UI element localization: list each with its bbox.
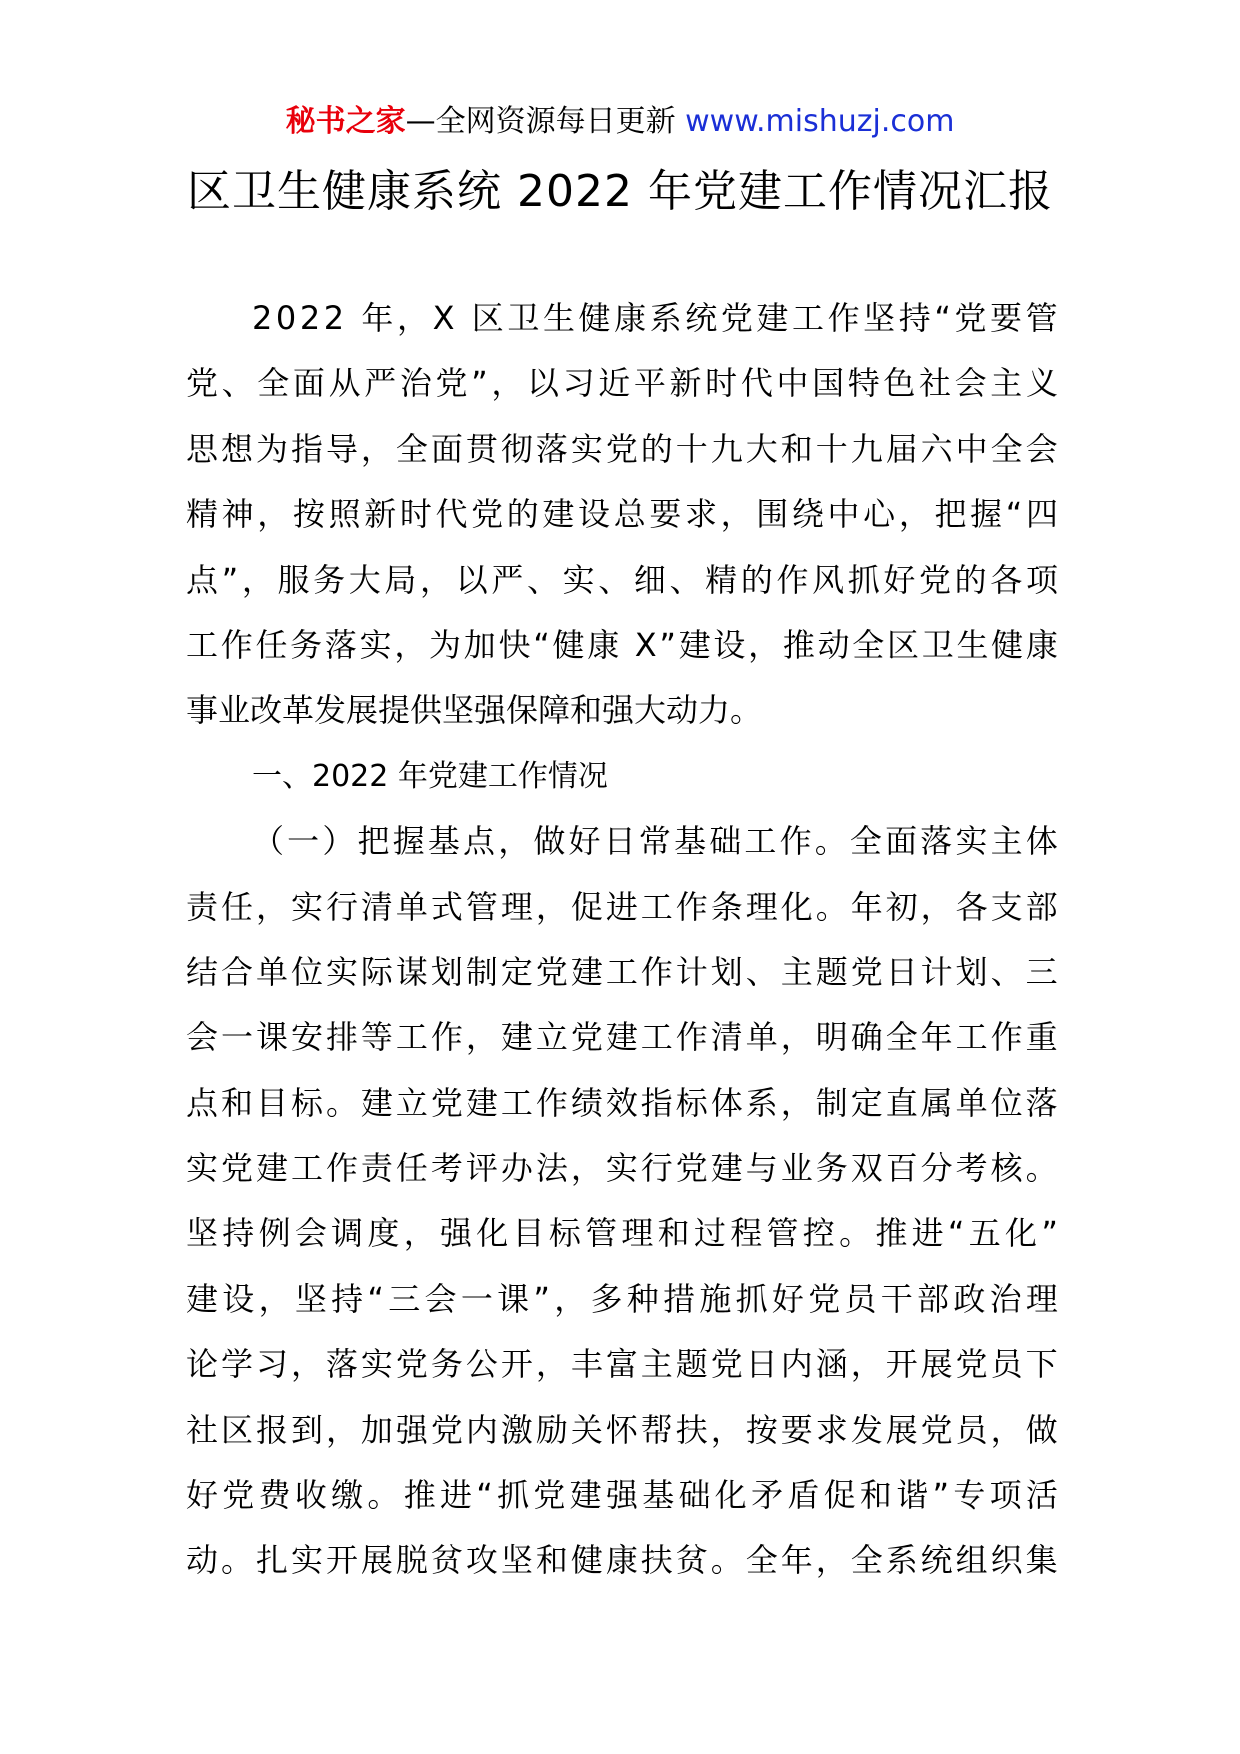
paragraph-line: 坚 持 例 会 调 度 ， 强 化 目 标 管 理 和 过 程 管 控 。 推 进 “ 五 化 ” (186, 1214, 1058, 1253)
watermark-header (0, 100, 1240, 144)
paragraph-line: 2 0 2 2 年 ， X 区 卫 生 健 康 系 统 党 建 工 作 坚 持 “ 党 要 管 (252, 299, 1058, 337)
paragraph-line: 点 ” ， 服 务 大 局 ， 以 严 、 实 、 细 、 精 的 作 风 抓 好 党 的 各 项 (186, 560, 1058, 599)
document-body (186, 286, 1058, 1594)
paragraph-line: 责 任 ， 实 行 清 单 式 管 理 ， 促 进 工 作 条 理 化 。 年 初 ， 各 支 部 (186, 887, 1058, 926)
paragraph-line: 事业改革发展提供坚强保障和强大动力。 (186, 691, 763, 730)
paragraph-line: 工 作 任 务 落 实 ， 为 加 快 “ 健 康 X ” 建 设 ， 推 动 全 区 卫 生 健 康 (186, 625, 1058, 664)
paragraph-line: 党 、 全 面 从 严 治 党 ” ， 以 习 近 平 新 时 代 中 国 特 色 社 会 主 义 (186, 364, 1058, 403)
paragraph-line: 点 和 目 标 。 建 立 党 建 工 作 绩 效 指 标 体 系 ， 制 定 直 属 单 位 落 (186, 1083, 1058, 1122)
paragraph-line: 建 设 ， 坚 持 “ 三 会 一 课 ” ， 多 种 措 施 抓 好 党 员 干 部 政 治 理 (186, 1279, 1058, 1318)
paragraph-line: 动 。 扎 实 开 展 脱 贫 攻 坚 和 健 康 扶 贫 。 全 年 ， 全 系 统 组 织 集 (186, 1541, 1058, 1580)
paragraph-line: 结 合 单 位 实 际 谋 划 制 定 党 建 工 作 计 划 、 主 题 党 日 计 划 、 三 (186, 952, 1058, 991)
paragraph-line: 会 一 课 安 排 等 工 作 ， 建 立 党 建 工 作 清 单 ， 明 确 全 年 工 作 重 (186, 1018, 1058, 1057)
paragraph-line: 实 党 建 工 作 责 任 考 评 办 法 ， 实 行 党 建 与 业 务 双 百 分 考 核 。 (186, 1149, 1058, 1188)
paragraph-line: （ 一 ） 把 握 基 点 ， 做 好 日 常 基 础 工 作 。 全 面 落 实 主 体 (252, 822, 1058, 861)
watermark-slogan: —全网资源每日更新 (405, 104, 676, 139)
paragraph-line: 好 党 费 收 缴 。 推 进 “ 抓 党 建 强 基 础 化 矛 盾 促 和 谐 ” 专 项 活 (186, 1476, 1058, 1515)
watermark-brand: 秘书之家 (285, 104, 406, 139)
document-title: 区卫生健康系统 2022 年党建工作情况汇报 (187, 166, 1053, 217)
paragraph-line: 精 神 ， 按 照 新 时 代 党 的 建 设 总 要 求 ， 围 绕 中 心 ， 把 握 “ 四 (186, 495, 1058, 534)
paragraph-line: 论 学 习 ， 落 实 党 务 公 开 ， 丰 富 主 题 党 日 内 涵 ， 开 展 党 员 下 (186, 1345, 1058, 1384)
watermark-url[interactable]: www.mishuzj.com (685, 104, 955, 139)
section-heading: 一、2022 年党建工作情况 (252, 758, 608, 794)
paragraph-line: 社 区 报 到 ， 加 强 党 内 激 励 关 怀 帮 扶 ， 按 要 求 发 展 党 员 ， 做 (186, 1410, 1058, 1449)
paragraph-line: 思 想 为 指 导 ， 全 面 贯 彻 落 实 党 的 十 九 大 和 十 九 届 六 中 全 会 (186, 429, 1058, 468)
